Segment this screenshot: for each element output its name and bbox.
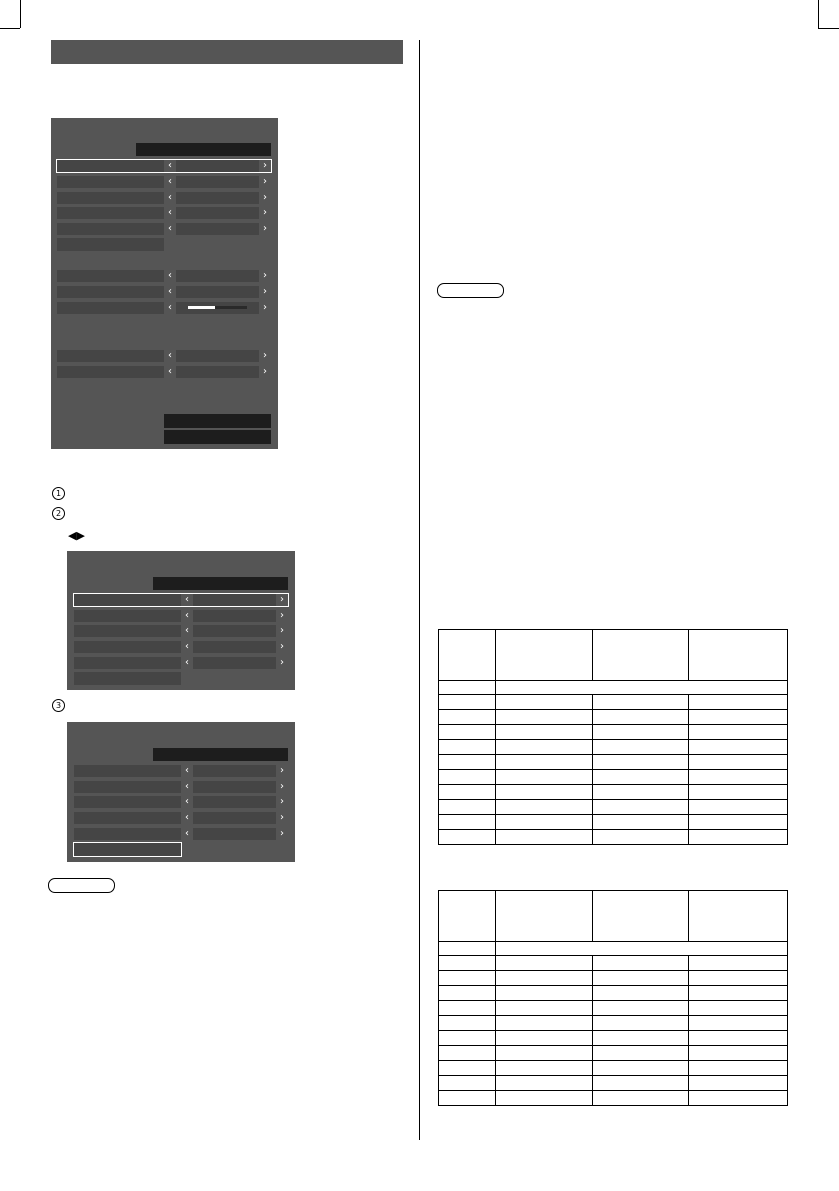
spec-table-1	[438, 629, 788, 845]
chevron-right-icon[interactable]: ›	[263, 270, 267, 281]
table-cell	[592, 1076, 689, 1091]
menu-item-plain[interactable]	[74, 672, 181, 685]
left-right-arrows-icon: ◀▶	[68, 529, 85, 542]
menu-item-label	[57, 350, 164, 362]
menu-item[interactable]	[57, 286, 271, 298]
menu-item[interactable]	[74, 796, 288, 808]
menu-item[interactable]	[57, 192, 271, 204]
menu-item-label	[57, 366, 164, 378]
table-header-cell	[689, 630, 788, 681]
table-header-cell	[439, 630, 496, 681]
table-row	[439, 1076, 788, 1091]
table-cell	[496, 1046, 593, 1061]
osd-menu-main	[51, 118, 278, 449]
table-cell	[689, 1061, 788, 1076]
chevron-left-icon[interactable]: ‹	[185, 812, 189, 823]
table-header-cell	[439, 891, 496, 942]
table-header-cell	[592, 891, 689, 942]
chevron-right-icon[interactable]: ›	[263, 176, 267, 187]
table-cell	[439, 725, 496, 740]
chevron-left-icon[interactable]: ‹	[185, 765, 189, 776]
slider-fill	[188, 306, 215, 309]
table-cell	[592, 1046, 689, 1061]
chevron-left-icon[interactable]: ‹	[185, 641, 189, 652]
menu-item-value	[193, 812, 276, 824]
menu-item-label	[57, 302, 164, 314]
menu-item-label	[57, 286, 164, 298]
chevron-left-icon[interactable]: ‹	[168, 223, 172, 234]
table-cell	[592, 956, 689, 971]
table-cell	[592, 1031, 689, 1046]
table-cell	[439, 1076, 496, 1091]
crop-mark-top-right-h	[818, 28, 839, 29]
table-cell	[689, 1046, 788, 1061]
menu-item-label	[74, 641, 181, 653]
menu-item[interactable]	[74, 781, 288, 793]
table-cell	[439, 755, 496, 770]
chevron-left-icon[interactable]: ‹	[185, 610, 189, 621]
table-row	[439, 800, 788, 815]
table-cell	[689, 1016, 788, 1031]
menu-item-label	[74, 765, 181, 777]
chevron-right-icon[interactable]: ›	[280, 610, 284, 621]
menu-item-label	[74, 610, 181, 622]
menu-item-value	[193, 765, 276, 777]
menu-item-label	[57, 270, 164, 282]
chevron-right-icon[interactable]: ›	[263, 223, 267, 234]
table-header-row	[439, 630, 788, 681]
menu-item-value	[193, 828, 276, 840]
table-cell	[439, 681, 496, 695]
table-row	[439, 830, 788, 845]
menu-item-value	[176, 270, 259, 282]
chevron-left-icon[interactable]: ‹	[168, 160, 172, 171]
table-cell	[439, 942, 496, 956]
table-cell	[689, 770, 788, 785]
menu-item-value	[193, 610, 276, 622]
crop-mark-top-left	[20, 0, 21, 28]
menu-button-1[interactable]	[164, 414, 271, 428]
menu-item-value	[176, 192, 259, 204]
chevron-right-icon[interactable]: ›	[280, 625, 284, 636]
table-cell	[496, 770, 593, 785]
table-cell	[496, 1001, 593, 1016]
table-cell	[496, 830, 593, 845]
table-cell	[689, 725, 788, 740]
table-header-cell	[496, 630, 593, 681]
menu-item-value	[193, 796, 276, 808]
table-cell	[439, 710, 496, 725]
table-cell	[439, 971, 496, 986]
menu-header-bar	[153, 748, 288, 761]
menu-button-2[interactable]	[164, 430, 271, 444]
table-row	[439, 1061, 788, 1076]
menu-header-bar	[136, 143, 271, 156]
table-row	[439, 1016, 788, 1031]
table-row	[439, 681, 788, 695]
chevron-left-icon[interactable]: ‹	[168, 366, 172, 377]
crop-mark-top-left-h	[0, 28, 20, 29]
table-header-cell	[592, 630, 689, 681]
table-cell	[592, 785, 689, 800]
note-badge	[437, 283, 504, 298]
menu-item-label	[57, 192, 164, 204]
menu-item[interactable]	[57, 176, 271, 188]
menu-item[interactable]	[74, 765, 288, 777]
chevron-right-icon[interactable]: ›	[280, 594, 284, 605]
table-cell	[496, 956, 593, 971]
table-row	[439, 755, 788, 770]
table-cell	[592, 986, 689, 1001]
table-cell	[689, 956, 788, 971]
table-cell	[689, 1076, 788, 1091]
chevron-right-icon[interactable]: ›	[263, 160, 267, 171]
chevron-left-icon[interactable]: ‹	[185, 781, 189, 792]
table-cell	[439, 1016, 496, 1031]
chevron-right-icon[interactable]: ›	[263, 207, 267, 218]
column-divider	[419, 40, 420, 1140]
table-row	[439, 770, 788, 785]
menu-item-selected[interactable]	[57, 160, 271, 172]
chevron-left-icon[interactable]: ‹	[185, 796, 189, 807]
menu-item-value	[193, 625, 276, 637]
table-cell	[592, 1001, 689, 1016]
table-header-cell	[496, 891, 593, 942]
chevron-right-icon[interactable]: ›	[280, 796, 284, 807]
table-cell	[439, 1061, 496, 1076]
menu-item[interactable]	[74, 641, 288, 653]
section-header-bar	[51, 40, 403, 64]
table-cell	[439, 1001, 496, 1016]
table-row	[439, 1091, 788, 1106]
chevron-right-icon[interactable]: ›	[280, 828, 284, 839]
menu-item[interactable]	[74, 657, 288, 669]
table-row	[439, 942, 788, 956]
table-cell	[496, 1031, 593, 1046]
chevron-left-icon[interactable]: ‹	[185, 594, 189, 605]
menu-item[interactable]	[57, 302, 271, 314]
menu-item-label	[57, 223, 164, 235]
step-number-2: 2	[52, 507, 65, 520]
menu-item-label	[57, 160, 164, 172]
chevron-left-icon[interactable]: ‹	[168, 350, 172, 361]
table-cell	[592, 815, 689, 830]
table-cell	[496, 800, 593, 815]
menu-item-label	[74, 657, 181, 669]
table-cell	[439, 800, 496, 815]
chevron-left-icon[interactable]: ‹	[168, 207, 172, 218]
chevron-left-icon[interactable]: ‹	[185, 828, 189, 839]
table-cell	[592, 1091, 689, 1106]
menu-item-label	[74, 625, 181, 637]
menu-item[interactable]	[57, 207, 271, 219]
table-cell	[439, 830, 496, 845]
table-cell	[689, 755, 788, 770]
menu-item-value	[176, 176, 259, 188]
table-row	[439, 1001, 788, 1016]
menu-item-selected[interactable]	[74, 594, 288, 606]
chevron-left-icon[interactable]: ‹	[185, 657, 189, 668]
table-cell	[439, 1046, 496, 1061]
table-row	[439, 971, 788, 986]
menu-item-value	[176, 160, 259, 172]
table-header-row	[439, 891, 788, 942]
chevron-right-icon[interactable]: ›	[263, 302, 267, 313]
table-cell	[439, 740, 496, 755]
menu-item-value	[176, 350, 259, 362]
menu-item[interactable]	[74, 812, 288, 824]
chevron-left-icon[interactable]: ‹	[168, 176, 172, 187]
menu-item[interactable]	[57, 270, 271, 282]
table-cell	[689, 740, 788, 755]
table-cell	[496, 740, 593, 755]
table-cell	[689, 695, 788, 710]
table-row	[439, 1046, 788, 1061]
table-cell	[592, 695, 689, 710]
table-cell	[496, 1091, 593, 1106]
table-cell	[496, 1016, 593, 1031]
table-cell	[439, 1031, 496, 1046]
menu-item-label	[74, 594, 181, 606]
table-cell	[689, 830, 788, 845]
menu-item[interactable]	[57, 223, 271, 235]
table-cell	[496, 971, 593, 986]
chevron-right-icon[interactable]: ›	[263, 286, 267, 297]
chevron-left-icon[interactable]: ‹	[168, 302, 172, 313]
menu-item[interactable]	[74, 610, 288, 622]
table-cell	[496, 695, 593, 710]
chevron-right-icon[interactable]: ›	[263, 192, 267, 203]
menu-item[interactable]	[57, 350, 271, 362]
table-cell	[496, 986, 593, 1001]
table-cell	[496, 1076, 593, 1091]
table-cell	[496, 942, 788, 956]
table-cell	[689, 800, 788, 815]
menu-item[interactable]	[57, 366, 271, 378]
menu-item-value	[176, 366, 259, 378]
menu-item-label	[57, 207, 164, 219]
table-cell	[689, 785, 788, 800]
chevron-right-icon[interactable]: ›	[263, 366, 267, 377]
table-cell	[689, 1091, 788, 1106]
chevron-left-icon[interactable]: ‹	[168, 270, 172, 281]
chevron-right-icon[interactable]: ›	[280, 781, 284, 792]
table-cell	[439, 770, 496, 785]
table-cell	[439, 986, 496, 1001]
menu-item-label	[74, 781, 181, 793]
table-cell	[439, 1091, 496, 1106]
note-badge	[48, 878, 115, 893]
crop-mark-top-right	[818, 0, 819, 28]
table-cell	[592, 830, 689, 845]
menu-item-label	[57, 176, 164, 188]
table-row	[439, 725, 788, 740]
menu-item[interactable]	[74, 625, 288, 637]
table-cell	[592, 1016, 689, 1031]
table-row	[439, 695, 788, 710]
table-row	[439, 710, 788, 725]
table-cell	[689, 710, 788, 725]
chevron-right-icon[interactable]: ›	[263, 350, 267, 361]
chevron-right-icon[interactable]: ›	[280, 765, 284, 776]
menu-item-plain[interactable]	[57, 238, 164, 251]
menu-item-value	[193, 594, 276, 606]
table-cell	[496, 755, 593, 770]
table-cell	[496, 681, 788, 695]
spec-table-2	[438, 890, 788, 1106]
table-cell	[592, 725, 689, 740]
step-number-3: 3	[52, 699, 65, 712]
menu-item-plain-selected[interactable]	[74, 843, 181, 856]
menu-header-bar	[153, 577, 288, 590]
table-row	[439, 815, 788, 830]
table-cell	[689, 971, 788, 986]
menu-item-value	[193, 657, 276, 669]
table-row	[439, 986, 788, 1001]
table-row	[439, 785, 788, 800]
menu-item-value	[193, 641, 276, 653]
table-cell	[592, 800, 689, 815]
table-cell	[689, 1031, 788, 1046]
table-cell	[592, 971, 689, 986]
table-cell	[592, 740, 689, 755]
chevron-right-icon[interactable]: ›	[280, 812, 284, 823]
table-cell	[689, 815, 788, 830]
menu-item-label	[74, 796, 181, 808]
table-cell	[496, 710, 593, 725]
table-cell	[439, 815, 496, 830]
table-row	[439, 740, 788, 755]
chevron-right-icon[interactable]: ›	[280, 641, 284, 652]
menu-item-value	[193, 781, 276, 793]
chevron-right-icon[interactable]: ›	[280, 657, 284, 668]
table-cell	[592, 1061, 689, 1076]
table-cell	[496, 1061, 593, 1076]
chevron-left-icon[interactable]: ‹	[185, 625, 189, 636]
menu-item-label	[74, 828, 181, 840]
table-cell	[689, 1001, 788, 1016]
table-row	[439, 1031, 788, 1046]
osd-menu-step2	[67, 551, 295, 690]
table-cell	[592, 770, 689, 785]
menu-item-value	[176, 223, 259, 235]
table-cell	[592, 710, 689, 725]
menu-item-value	[176, 207, 259, 219]
chevron-left-icon[interactable]: ‹	[168, 192, 172, 203]
menu-item[interactable]	[74, 828, 288, 840]
table-cell	[496, 725, 593, 740]
table-cell	[496, 785, 593, 800]
table-header-cell	[689, 891, 788, 942]
menu-item-label	[74, 812, 181, 824]
osd-menu-step3	[67, 722, 295, 862]
table-cell	[689, 986, 788, 1001]
table-cell	[439, 695, 496, 710]
menu-item-value	[176, 286, 259, 298]
table-cell	[496, 815, 593, 830]
table-cell	[439, 785, 496, 800]
table-cell	[592, 755, 689, 770]
table-cell	[439, 956, 496, 971]
table-row	[439, 956, 788, 971]
chevron-left-icon[interactable]: ‹	[168, 286, 172, 297]
step-number-1: 1	[52, 487, 65, 500]
